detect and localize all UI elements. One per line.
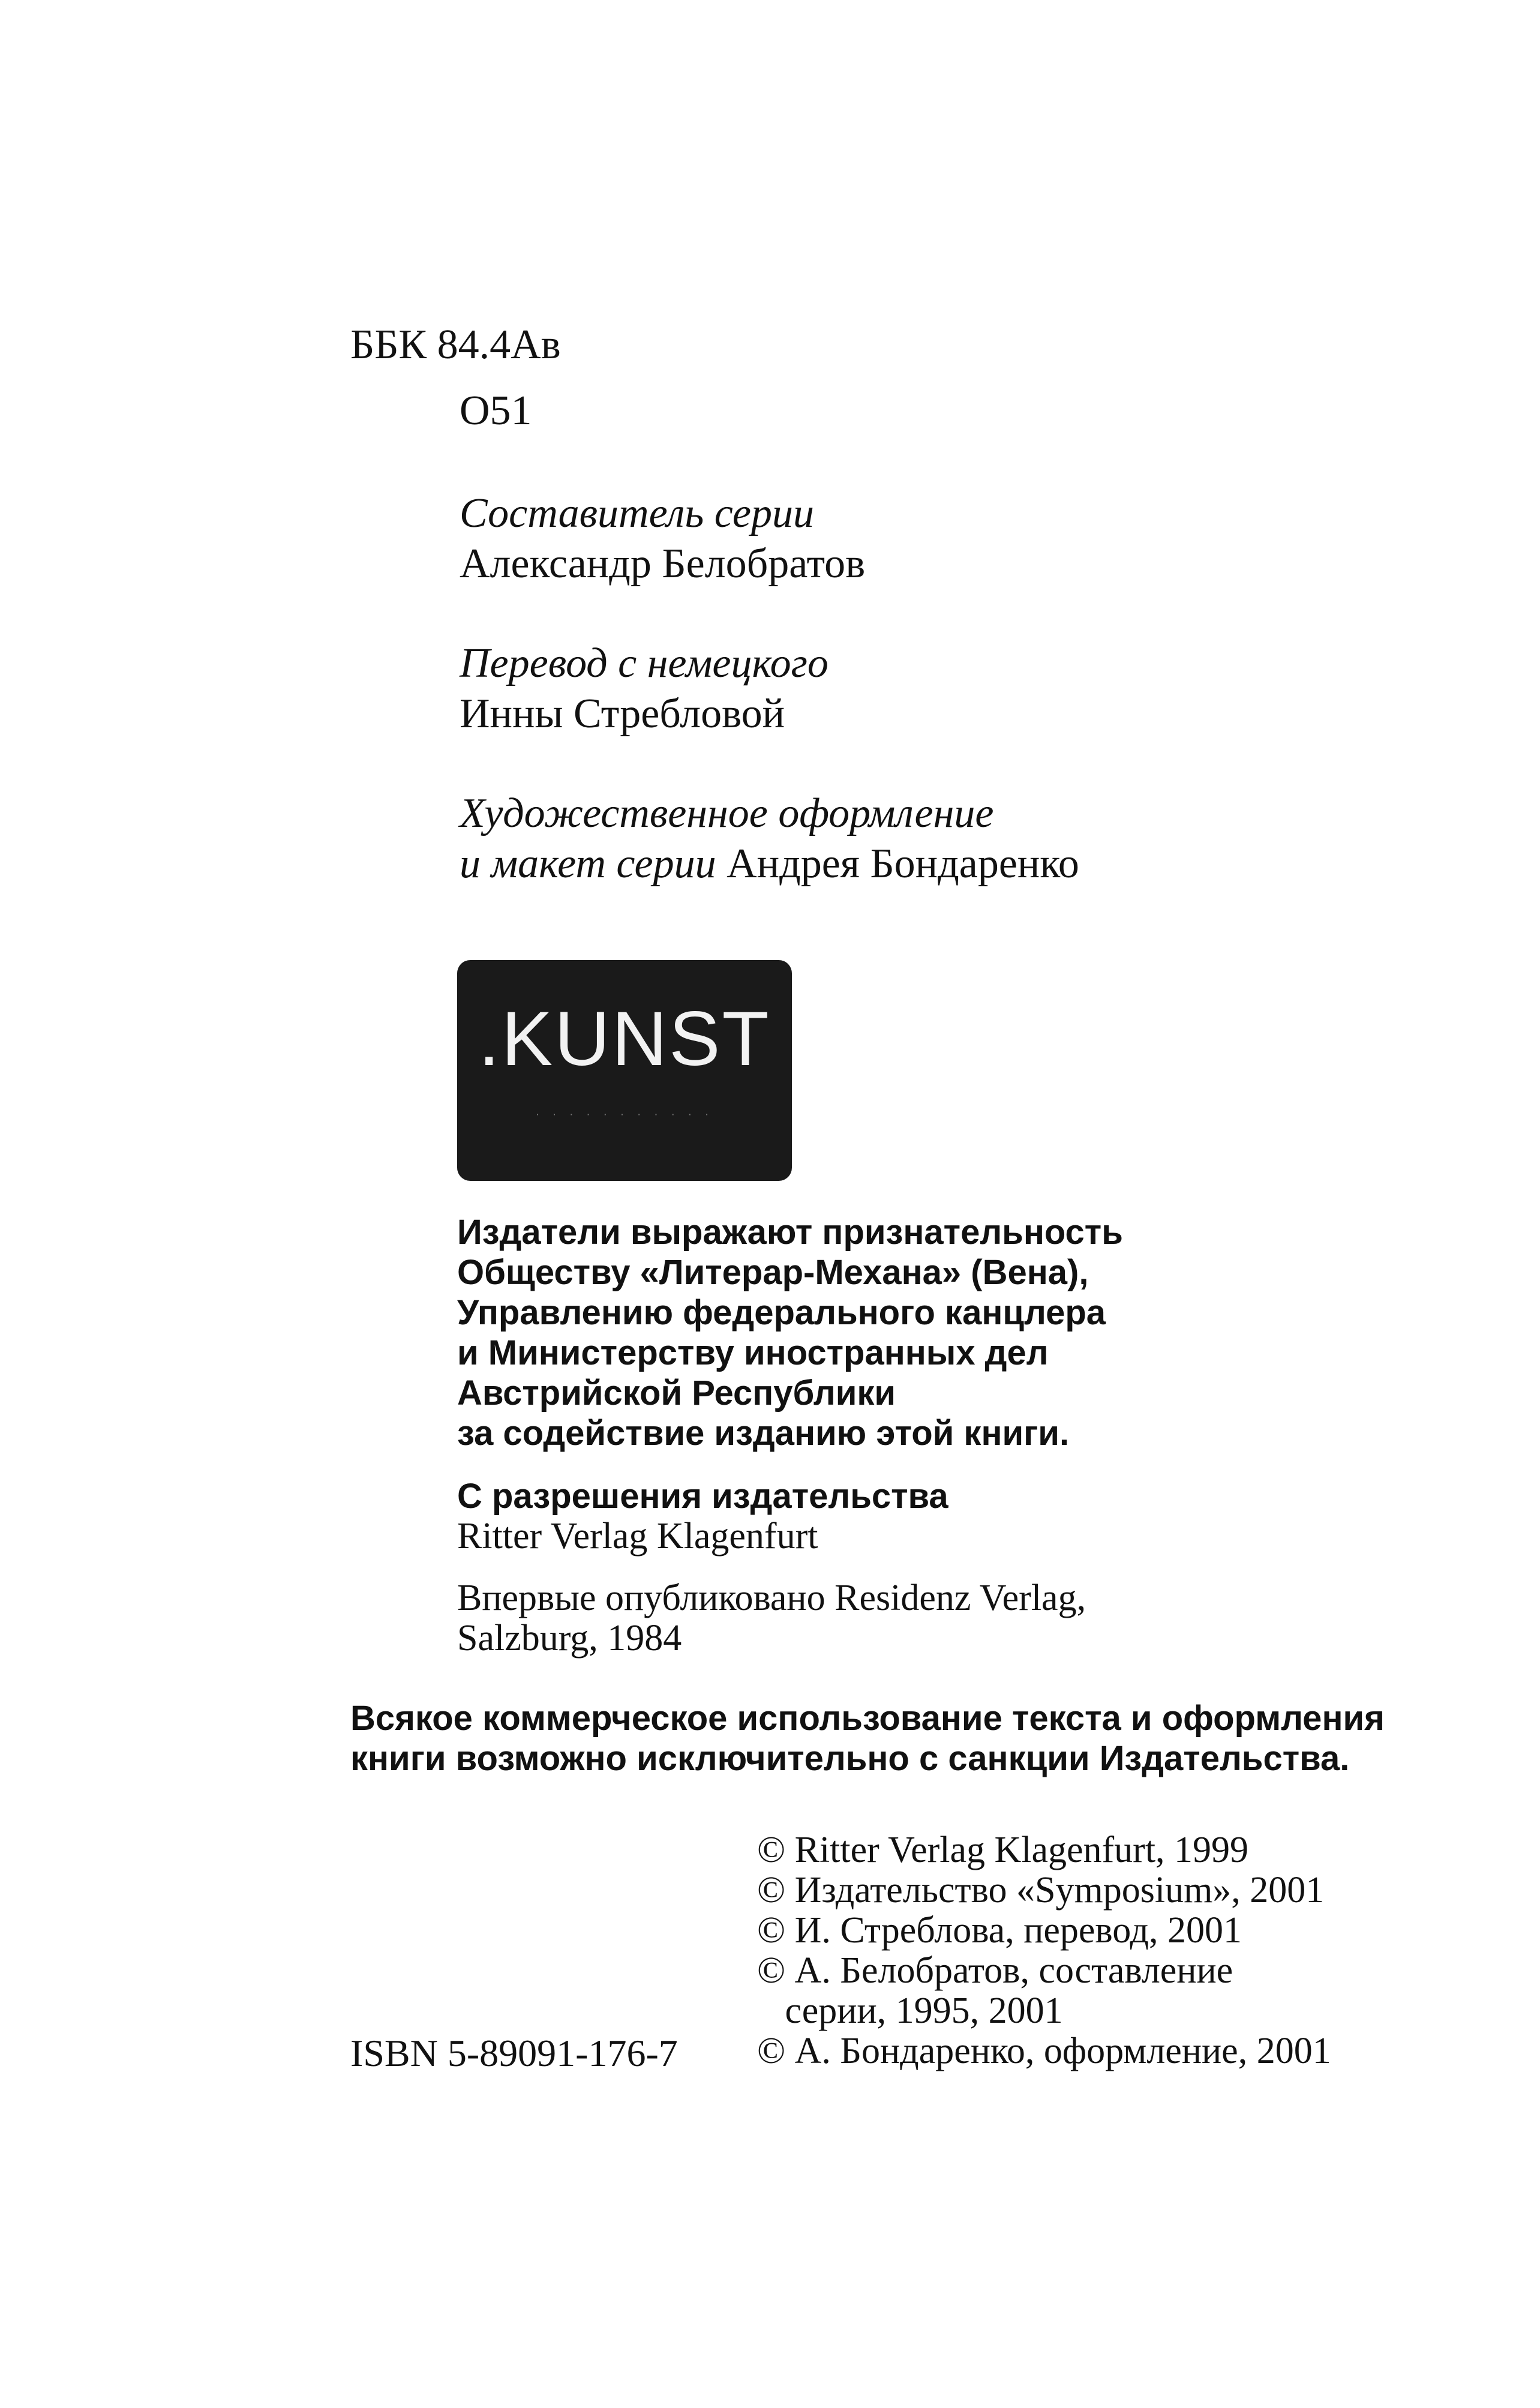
acknowledgement-line: Издатели выражают признательность: [457, 1213, 1123, 1252]
acknowledgement-line: за содействие изданию этой книги.: [457, 1414, 1070, 1453]
copyright-line: © И. Стреблова, перевод, 2001: [757, 1910, 1242, 1951]
permission-line: Ritter Verlag Klagenfurt: [457, 1516, 818, 1557]
copyright-line: серии, 1995, 2001: [757, 1990, 1063, 2031]
usage-notice-line: Всякое коммерческое использование текста и оформления: [350, 1699, 1385, 1738]
permission-block: [457, 1476, 948, 1557]
acknowledgement-line: Австрийской Республики: [457, 1374, 896, 1413]
first-published-line: Salzburg, 1984: [457, 1618, 682, 1659]
first-published-block: [457, 1578, 1086, 1659]
permission-line: С разрешения издательства: [457, 1477, 948, 1516]
translation-role: Перевод с немецкого: [460, 640, 828, 686]
compiler-role: Составитель серии: [460, 490, 815, 536]
copyright-block: [757, 1830, 1331, 2071]
acknowledgement-line: Обществу «Литерар-Механа» (Вена),: [457, 1253, 1089, 1292]
design-role-line2-text: и макет серии: [460, 841, 716, 887]
copyright-line: © А. Бондаренко, оформление, 2001: [757, 2031, 1331, 2071]
bbk-classification: ББК 84.4Ав: [350, 322, 561, 368]
isbn: ISBN 5-89091-176-7: [350, 2032, 678, 2074]
kunst-logo: [457, 960, 792, 1181]
first-published-line: Впервые опубликовано Residenz Verlag,: [457, 1578, 1086, 1618]
design-role-line1: Художественное оформление: [460, 790, 994, 836]
acknowledgement-line: Управлению федерального канцлера: [457, 1293, 1106, 1332]
copyright-line: © А. Белобратов, составление: [757, 1950, 1233, 1991]
translator-name: Инны Стребловой: [460, 691, 785, 737]
author-code: О51: [460, 388, 532, 434]
usage-notice-line: книги возможно исключительно с санкции Издательства.: [350, 1739, 1350, 1778]
compiler-name: Александр Белобратов: [460, 541, 866, 587]
acknowledgement-line: и Министерству иностранных дел: [457, 1333, 1049, 1372]
copyright-line: © Издательство «Symposium», 2001: [757, 1870, 1325, 1911]
kunst-logo-text: .KUNST: [478, 996, 771, 1082]
designer-name: Андрея Бондаренко: [727, 841, 1079, 887]
copyright-line: © Ritter Verlag Klagenfurt, 1999: [757, 1830, 1249, 1870]
usage-notice-block: [350, 1698, 1385, 1779]
kunst-logo-tagline: · · · · · · · · · · ·: [535, 1108, 714, 1121]
acknowledgement-block: [457, 1212, 1123, 1453]
design-role-line2: [460, 839, 1079, 889]
